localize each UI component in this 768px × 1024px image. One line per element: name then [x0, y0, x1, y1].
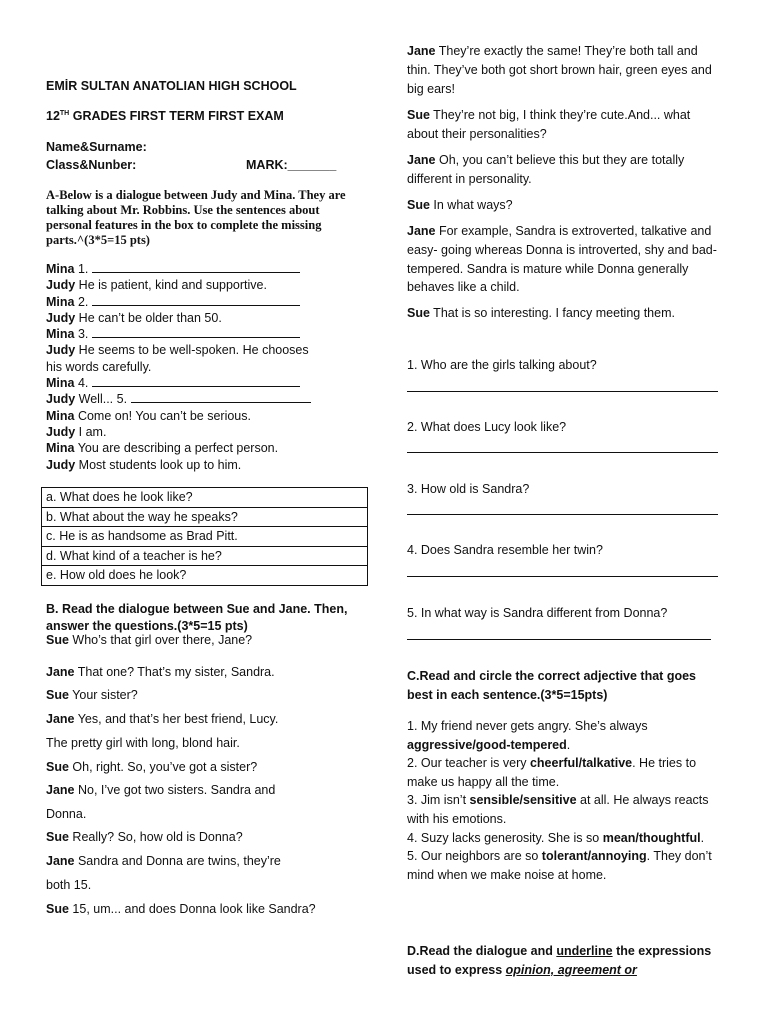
line-text: 3. — [74, 327, 92, 342]
speaker: Judy — [46, 278, 76, 293]
dialogue-paragraph — [407, 151, 717, 189]
line-text: No, I’ve got two sisters. Sandra and — [74, 783, 276, 797]
class-label: Class&Nunber: — [46, 158, 137, 172]
speaker: Sue — [46, 688, 69, 702]
question-4: 4. Does Sandra resemble her twin? — [407, 543, 603, 557]
answer-line-2[interactable] — [407, 452, 718, 453]
speaker: Judy — [46, 424, 76, 439]
speaker: Jane — [46, 712, 75, 726]
dialogue-line — [46, 391, 311, 407]
answer-line-1[interactable] — [407, 391, 718, 392]
line-text: Sandra and Donna are twins, they’re — [74, 854, 281, 868]
line-text: Who’s that girl over there, Jane? — [68, 633, 253, 647]
adjective-choice[interactable]: mean/thoughtful — [602, 830, 701, 845]
dialogue-line — [46, 294, 311, 310]
speaker: Sue — [46, 830, 69, 844]
item-text: 2. Our teacher is very — [407, 756, 530, 771]
section-d-emphasis: opinion, agreement or — [505, 962, 637, 977]
adjective-item — [407, 754, 719, 791]
line-text: Yes, and that’s her best friend, Lucy. — [74, 712, 279, 726]
line-text: Really? So, how old is Donna? — [68, 830, 243, 844]
line-text: Come on! You can’t be serious. — [74, 408, 251, 423]
exam-title-text: GRADES FIRST TERM FIRST EXAM — [69, 109, 284, 123]
line-text: That one? That’s my sister, Sandra. — [74, 665, 275, 679]
line-text: Most students look up to him. — [75, 457, 242, 472]
line-text: his words carefully. — [46, 359, 152, 374]
speaker: Sue — [407, 198, 430, 212]
answer-blank-1[interactable] — [92, 261, 300, 273]
dialogue-line — [46, 310, 311, 326]
item-text: . They don’t mind when we make noise at home. — [407, 849, 712, 882]
section-b-line — [46, 807, 86, 821]
dialogue-line — [46, 261, 311, 277]
section-d-text: the expressions used to express — [407, 944, 712, 977]
line-text: Oh, you can’t believe this but they are totally different in personality. — [407, 153, 685, 186]
dialogue-line — [46, 326, 311, 342]
option-a: a. What does he look like? — [42, 488, 368, 508]
item-text: 5. Our neighbors are so — [407, 849, 542, 864]
line-text: 15, um... and does Donna look like Sandra? — [68, 902, 316, 916]
section-b-instructions: B. Read the dialogue between Sue and Jane. Then, answer the questions.(3*5=15 pts) — [46, 602, 348, 633]
section-b-line — [46, 688, 138, 702]
section-b-line — [46, 665, 275, 679]
answer-blank-3[interactable] — [92, 326, 300, 338]
speaker: Mina — [46, 441, 75, 456]
adjective-choice[interactable]: tolerant/annoying — [541, 849, 647, 864]
line-text: Donna. — [46, 807, 87, 821]
item-text: . — [700, 830, 705, 845]
adjective-choice[interactable]: aggressive/good-tempered — [407, 737, 567, 752]
dialogue-paragraph — [407, 222, 719, 297]
dialogue-line — [46, 375, 311, 391]
item-text: at all. He always reacts with his emotions. — [407, 793, 709, 826]
speaker: Jane — [407, 224, 436, 238]
line-text: In what ways? — [429, 198, 513, 212]
adjective-choice[interactable]: cheerful/talkative — [529, 756, 633, 771]
section-b-line — [46, 633, 252, 647]
dialogue-paragraph — [407, 106, 717, 144]
speaker: Sue — [46, 760, 69, 774]
dialogue-line — [46, 342, 311, 358]
option-e: e. How old does he look? — [42, 566, 368, 586]
question-1: 1. Who are the girls talking about? — [407, 358, 597, 372]
item-text: . — [566, 737, 571, 752]
section-a-instructions: A-Below is a dialogue between Judy and Mina. They are talking about Mr. Robbins. Use the sentences about personal features in the box to complete the missing parts.^(3*5=15 pts) — [46, 188, 346, 247]
speaker: Jane — [46, 854, 75, 868]
name-label: Name&Surname: — [46, 140, 147, 154]
question-5: 5. In what way is Sandra different from Donna? — [407, 606, 668, 620]
adjective-item — [407, 791, 719, 828]
section-b-line — [46, 783, 275, 797]
question-3: 3. How old is Sandra? — [407, 482, 530, 496]
line-text: Oh, right. So, you’ve got a sister? — [68, 760, 258, 774]
line-text: The pretty girl with long, blond hair. — [46, 736, 240, 750]
line-text: He seems to be well-spoken. He chooses — [75, 343, 309, 358]
line-text: For example, Sandra is extroverted, talkative and easy- going whereas Donna is introverted, shy and bad- tempered. Sandra is mature while Donna generally behaves like a child. — [407, 224, 717, 295]
answer-blank-4[interactable] — [92, 375, 300, 387]
line-text: 2. — [74, 294, 92, 309]
dialogue-line — [46, 359, 311, 375]
dialogue-line — [46, 457, 311, 473]
option-d: d. What kind of a teacher is he? — [42, 546, 368, 566]
question-2: 2. What does Lucy look like? — [407, 420, 567, 434]
line-text: They’re not big, I think they’re cute.And... what about their personalities? — [407, 108, 691, 141]
speaker: Sue — [46, 633, 69, 647]
item-text: 4. Suzy lacks generosity. She is so — [407, 830, 603, 845]
item-text: 1. My friend never gets angry. She’s always — [407, 719, 648, 733]
line-text: You are describing a perfect person. — [74, 441, 279, 456]
mark-label: MARK:_______ — [246, 158, 337, 172]
dialogue-line — [46, 408, 311, 424]
dialogue-line — [46, 424, 311, 440]
line-text: I am. — [75, 424, 107, 439]
speaker: Jane — [407, 44, 436, 58]
school-name: EMİR SULTAN ANATOLIAN HIGH SCHOOL — [46, 79, 297, 93]
section-b-line — [46, 854, 281, 868]
speaker: Judy — [46, 392, 76, 407]
section-b-line — [46, 736, 240, 750]
line-text: Well... 5. — [75, 392, 131, 407]
speaker: Sue — [46, 902, 69, 916]
dialogue-paragraph — [407, 42, 717, 98]
adjective-choice[interactable]: sensible/sensitive — [469, 793, 577, 808]
option-c: c. He is as handsome as Brad Pitt. — [42, 527, 368, 547]
section-d-instructions — [407, 942, 721, 979]
section-a-dialogue — [46, 261, 311, 473]
speaker: Sue — [407, 306, 430, 320]
grade-number: 12 — [46, 109, 60, 123]
section-d-underline: underline — [556, 944, 613, 958]
answer-blank-2[interactable] — [92, 294, 300, 306]
item-text: 3. Jim isn’t — [407, 793, 470, 808]
answer-line-3[interactable] — [407, 514, 718, 515]
speaker: Sue — [407, 108, 430, 122]
speaker: Mina — [46, 376, 75, 391]
section-b-line — [46, 902, 316, 916]
speaker: Mina — [46, 262, 75, 276]
section-d-text: D.Read the dialogue and — [407, 944, 557, 958]
dialogue-paragraph — [407, 306, 675, 320]
section-c-instructions: C.Read and circle the correct adjective that goes best in each sentence.(3*5=15pts) — [407, 669, 696, 702]
line-text: both 15. — [46, 878, 92, 892]
line-text: He is patient, kind and supportive. — [75, 278, 267, 293]
speaker: Judy — [46, 310, 76, 325]
adjective-item — [407, 717, 719, 754]
speaker: Jane — [46, 783, 75, 797]
section-b-line — [46, 830, 243, 844]
answer-line-4[interactable] — [407, 576, 718, 577]
line-text: Your sister? — [68, 688, 138, 702]
grade-suffix: TH — [59, 110, 70, 117]
option-b: b. What about the way he speaks? — [42, 507, 368, 527]
section-b-line — [46, 878, 91, 892]
line-text: He can’t be older than 50. — [75, 310, 222, 325]
section-b-line — [46, 760, 257, 774]
section-c-items — [407, 717, 719, 884]
speaker: Jane — [46, 665, 75, 679]
options-box — [41, 487, 368, 586]
speaker: Judy — [46, 457, 76, 472]
adjective-item — [407, 847, 719, 884]
speaker: Mina — [46, 327, 75, 342]
speaker: Jane — [407, 153, 436, 167]
dialogue-line — [46, 277, 311, 293]
dialogue-paragraph — [407, 196, 717, 215]
adjective-item — [407, 829, 719, 848]
item-text: . He tries to make us happy all the time. — [407, 756, 697, 789]
exam-title — [46, 109, 284, 123]
line-text: They’re exactly the same! They’re both tall and thin. They’ve both got short brown hair, green eyes and big ears! — [407, 44, 712, 96]
speaker: Mina — [46, 408, 75, 423]
line-text: 4. — [74, 376, 92, 391]
speaker: Judy — [46, 343, 76, 358]
line-text: 1. — [74, 262, 92, 276]
answer-line-5[interactable] — [407, 639, 711, 640]
answer-blank-5[interactable] — [131, 391, 311, 403]
speaker: Mina — [46, 294, 75, 309]
dialogue-line — [46, 440, 311, 456]
section-b-line — [46, 712, 278, 726]
line-text: That is so interesting. I fancy meeting them. — [429, 306, 675, 320]
